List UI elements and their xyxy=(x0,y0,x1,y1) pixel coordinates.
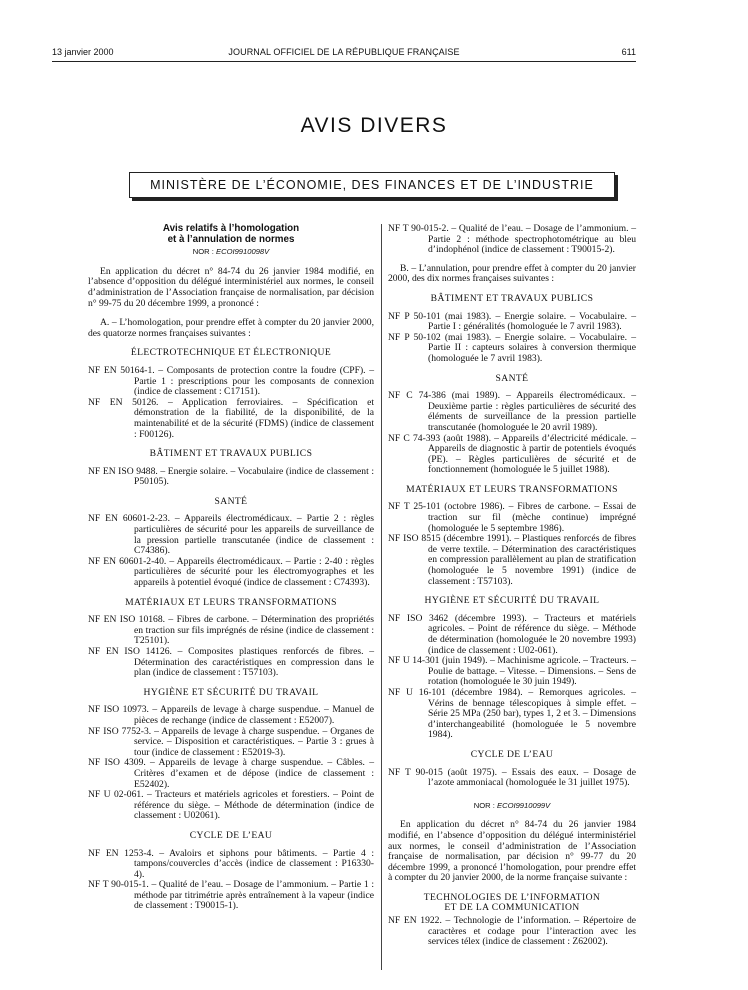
nor-code: ECOI9910098V xyxy=(216,247,270,257)
nor-reference xyxy=(88,247,374,258)
nor-code: ECOI9910099V xyxy=(497,800,551,810)
section-heading: MATÉRIAUX ET LEURS TRANSFORMATIONS xyxy=(406,483,618,495)
intro-paragraph: En application du décret n° 84-74 du 26 janvier 1984 modifié, en l’absence d’opposition du délégué interministériel aux normes, le conseil d’administration de l’Association française de normalisation, par décision n° 99-77 du 20 décembre 1999, a prononcé l’homologation, pour prendre effet à compter du 20 janvier 2000, de la norme française suivante : xyxy=(388,819,636,884)
norm-entry: NF EN ISO 10168. – Fibres de carbone. – Détermination des propriétés en traction sur fils imprégnés de résine (indice de classement : T25101). xyxy=(88,614,374,647)
nor-label: NOR : xyxy=(192,247,214,257)
page-title: AVIS DIVERS xyxy=(300,114,448,137)
norm-entry: NF EN ISO 9488. – Energie solaire. – Vocabulaire (indice de classement : P50105). xyxy=(88,465,374,488)
section-heading: HYGIÈNE ET SÉCURITÉ DU TRAVAIL xyxy=(143,686,319,698)
section-heading: HYGIÈNE ET SÉCURITÉ DU TRAVAIL xyxy=(424,595,600,607)
norm-entry: NF T 90-015 (août 1975). – Essais des eaux. – Dosage de l’azote ammoniacal (homologuée le 31 juillet 1975). xyxy=(388,766,636,789)
norm-entry: NF T 25-101 (octobre 1986). – Fibres de carbone. – Essai de traction sur fil (mèche continue) imprégné (homologuée le 5 septembre 1986). xyxy=(388,501,636,534)
norm-entry: NF U 14-301 (juin 1949). – Machinisme agricole. – Tracteurs. – Poulie de battage. – Vitesse. – Dimensions. – Sens de rotation (homologuée le 30 juin 1949). xyxy=(388,655,636,688)
section-heading: BÂTIMENT ET TRAVAUX PUBLICS xyxy=(430,292,594,304)
column-divider xyxy=(381,224,382,970)
norm-entry: NF T 90-015-2. – Qualité de l’eau. – Dosage de l’ammonium. – Partie 2 : méthode spectrophotométrique au bleu d’indophénol (indice de classement : T90015-2). xyxy=(388,223,636,256)
left-column xyxy=(88,224,374,912)
norm-entry: NF ISO 4309. – Appareils de levage à charge suspendue. – Câbles. – Critères d’examen et de dépose (indice de classement : E52402). xyxy=(88,757,374,790)
notice-heading xyxy=(88,224,374,245)
section-heading: MATÉRIAUX ET LEURS TRANSFORMATIONS xyxy=(125,596,337,608)
nor-label: NOR : xyxy=(473,800,495,810)
header-date: 13 janvier 2000 xyxy=(52,47,114,57)
norm-entry: NF EN 60601-2-40. – Appareils électromédicaux. – Partie : 2-40 : règles particulières de sécurité pour les électromyographes et les appareils à potentiel évoqué (indice de classement : C74393). xyxy=(88,555,374,589)
norm-entry: NF EN ISO 14126. – Composites plastiques renforcés de fibres. – Détermination des caractéristiques en compression dans le plan (indice de classement : T57103). xyxy=(88,646,374,679)
norm-entry: NF T 90-015-1. – Qualité de l’eau. – Dosage de l’ammonium. – Partie 1 : méthode par titrimétrie après entraînement à la vapeur (indice de classement : T90015-1). xyxy=(88,879,374,912)
norm-entry: NF P 50-101 (mai 1983). – Energie solaire. – Vocabulaire. – Partie I : généralités (homologuée le 7 avril 1983). xyxy=(388,310,636,333)
header-page-number: 611 xyxy=(621,47,636,57)
section-heading-line2: ET DE LA COMMUNICATION xyxy=(444,902,580,914)
norm-entry: NF C 74-386 (mai 1989). – Appareils électromédicaux. – Deuxième partie : règles particulières de sécurité des éléments de surveillance de la pression partielle transcutanée (homologuée le 20 avril 1989). xyxy=(388,390,636,433)
part-a-paragraph: A. – L’homologation, pour prendre effet à compter du 20 janvier 2000, des quatorze normes françaises suivantes : xyxy=(88,317,374,339)
intro-paragraph: En application du décret n° 84-74 du 26 janvier 1984 modifié, en l’absence d’opposition du délégué interministériel aux normes, le conseil d’administration de l’Association française de normalisation, par décision n° 99-75 du 20 décembre 1999, a prononcé : xyxy=(88,265,374,309)
section-heading: ÉLECTROTECHNIQUE ET ÉLECTRONIQUE xyxy=(130,347,332,359)
section-heading xyxy=(388,893,636,914)
header-rule xyxy=(52,61,636,62)
norm-entry: NF P 50-102 (mai 1983). – Energie solaire. – Vocabulaire. – Partie II : capteurs solaires à conversion thermique (homologuée le 7 avril 1983). xyxy=(388,331,636,364)
norm-entry: NF U 16-101 (décembre 1984). – Remorques agricoles. – Vérins de bennage télescopiques à simple effet. – Série 25 MPa (250 bar), types 1, 2 et 3. – Dimensions d’interchangeabilité (homologuée le 5 novembre 1984). xyxy=(388,686,636,741)
norm-entry: NF ISO 8515 (décembre 1991). – Plastiques renforcés de fibres de verre textile. – Détermination des caractéristiques en compression parallèlement au plan de stratification (homologuée le 5 novembre 1991) (indice de classement : T57103). xyxy=(388,533,636,587)
right-column xyxy=(388,224,636,948)
norm-entry: NF EN 1922. – Technologie de l’information. – Répertoire de caractères et codage pour l’interaction avec les services télex (indice de classement : Z62002). xyxy=(388,915,636,948)
section-heading: SANTÉ xyxy=(495,372,529,384)
section-heading-line1: TECHNOLOGIES DE L’INFORMATION xyxy=(423,891,601,903)
norm-entry: NF C 74-393 (août 1988). – Appareils d’électricité médicale. – Appareils de diagnostic à partir de potentiels évoqués (PE). – Règles particulières de sécurité et de fonctionnement (homologuée le 5 juillet 1988). xyxy=(388,432,636,476)
header-journal-title: JOURNAL OFFICIEL DE LA RÉPUBLIQUE FRANÇAISE xyxy=(228,47,460,57)
notice-heading-line1: Avis relatifs à l’homologation xyxy=(162,223,300,234)
norm-entry: NF EN 60601-2-23. – Appareils électromédicaux. – Partie 2 : règles particulières de sécurité pour les appareils de surveillance de la pression partielle transcutanée (indice de classement : C74386). xyxy=(88,513,374,557)
notice-heading-line2: et à l’annulation de normes xyxy=(167,233,295,245)
running-header xyxy=(52,47,636,61)
norm-entry: NF ISO 7752-3. – Appareils de levage à charge suspendue. – Organes de service. – Disposition et caractéristiques. – Partie 3 : grues à tour (indice de classement : E52019-3). xyxy=(88,725,374,758)
norm-entry: NF EN 50164-1. – Composants de protection contre la foudre (CPF). – Partie 1 : prescriptions pour les composants de connexion (indice de classement : C17151). xyxy=(88,364,374,398)
section-heading: BÂTIMENT ET TRAVAUX PUBLICS xyxy=(149,448,313,460)
section-heading: CYCLE DE L’EAU xyxy=(470,748,554,760)
ministry-name: MINISTÈRE DE L’ÉCONOMIE, DES FINANCES ET DE L’INDUSTRIE xyxy=(150,178,594,192)
norm-entry: NF EN 50126. – Application ferroviaires. – Spécification et démonstration de la fiabilité, de la disponibilité, de la maintenabilité et de la sécurité (FDMS) (indice de classement : F00126). xyxy=(88,396,374,440)
section-heading: SANTÉ xyxy=(214,495,248,507)
norm-entry: NF ISO 10973. – Appareils de levage à charge suspendue. – Manuel de pièces de rechange (indice de classement : E52007). xyxy=(88,704,374,726)
nor-reference xyxy=(388,801,636,812)
part-b-paragraph: B. – L’annulation, pour prendre effet à compter du 20 janvier 2000, des dix normes françaises suivantes : xyxy=(388,262,636,285)
norm-entry: NF ISO 3462 (décembre 1993). – Tracteurs et matériels agricoles. – Point de référence du siège. – Méthode de détermination (homologuée le 20 novembre 1993) (indice de classement : U02-061). xyxy=(388,612,636,656)
ministry-banner xyxy=(129,172,615,198)
norm-entry: NF EN 1253-4. – Avaloirs et siphons pour bâtiments. – Partie 4 : tampons/couvercles d’accès (indice de classement : P16330-4). xyxy=(88,847,374,880)
section-heading: CYCLE DE L’EAU xyxy=(189,829,273,841)
norm-entry: NF U 02-061. – Tracteurs et matériels agricoles et forestiers. – Point de référence du siège. – Méthode de détermination (indice de classement : U02061). xyxy=(88,789,374,822)
